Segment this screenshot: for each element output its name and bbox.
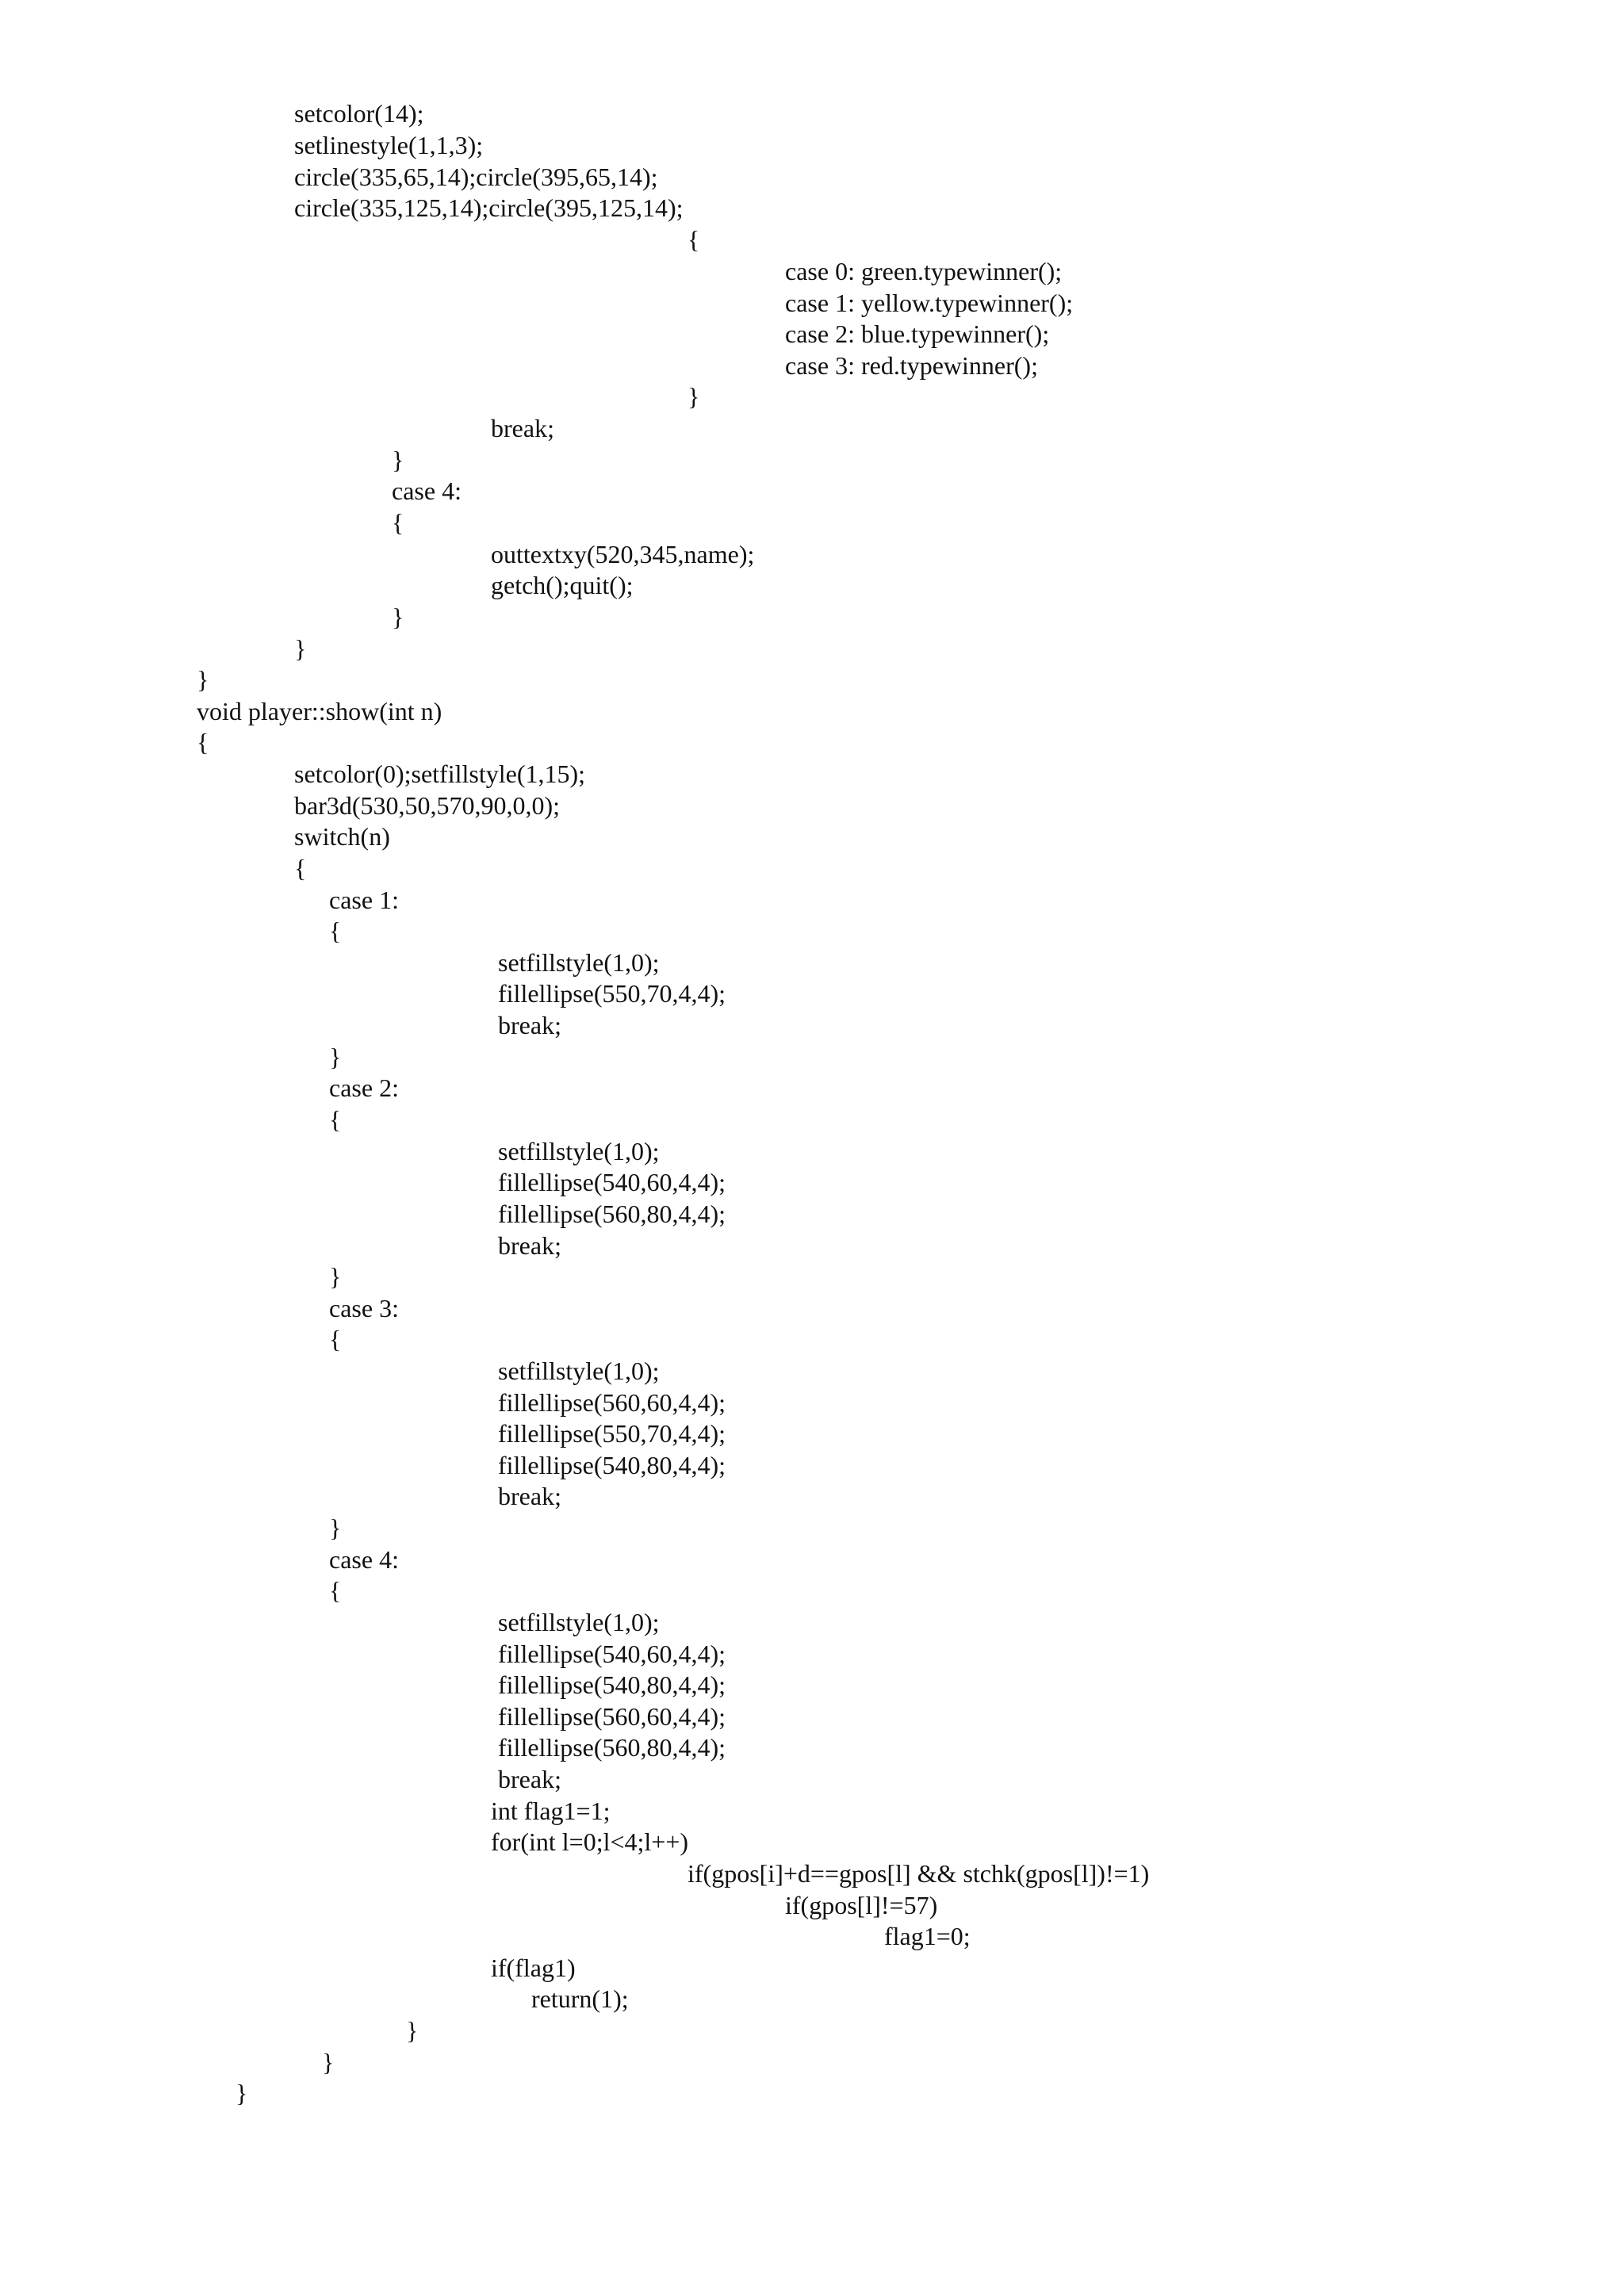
code-line: setfillstyle(1,0); [498, 948, 660, 977]
code-line: } [392, 446, 404, 474]
code-line: fillellipse(540,60,4,4); [498, 1168, 726, 1196]
code-line: fillellipse(550,70,4,4); [498, 979, 726, 1008]
code-line: case 2: [329, 1073, 399, 1102]
code-line: setcolor(0);setfillstyle(1,15); [294, 760, 586, 788]
code-line: fillellipse(550,70,4,4); [498, 1419, 726, 1448]
code-line: if(flag1) [491, 1954, 576, 1982]
code-line: case 1: yellow.typewinner(); [785, 289, 1074, 317]
code-line: { [688, 225, 700, 254]
code-line: void player::show(int n) [197, 697, 442, 725]
code-line: fillellipse(540,80,4,4); [498, 1451, 726, 1479]
code-line: bar3d(530,50,570,90,0,0); [294, 791, 561, 820]
code-line: case 4: [329, 1545, 399, 1574]
code-line: fillellipse(540,80,4,4); [498, 1670, 726, 1699]
code-line: case 2: blue.typewinner(); [785, 320, 1050, 348]
code-line: for(int l=0;l<4;l++) [491, 1827, 689, 1856]
code-line: } [329, 1262, 342, 1291]
code-line: break; [498, 1231, 561, 1260]
code-line: } [294, 634, 307, 663]
code-line: { [329, 1325, 342, 1353]
code-line: setfillstyle(1,0); [498, 1137, 660, 1165]
code-line: { [329, 916, 342, 945]
code-line: fillellipse(560,80,4,4); [498, 1200, 726, 1228]
code-line: fillellipse(560,60,4,4); [498, 1702, 726, 1731]
code-line: case 1: [329, 886, 399, 914]
code-line: setfillstyle(1,0); [498, 1608, 660, 1636]
code-line: } [392, 603, 404, 631]
code-line: switch(n) [294, 822, 390, 851]
code-line: { [329, 1105, 342, 1134]
code-line: break; [498, 1482, 561, 1510]
code-line: } [329, 1043, 342, 1071]
code-line: setlinestyle(1,1,3); [294, 131, 484, 159]
code-line: break; [491, 414, 554, 442]
code-line: { [392, 508, 404, 537]
code-line: flag1=0; [884, 1922, 971, 1950]
code-line: case 4: [392, 476, 462, 505]
code-line: case 3: [329, 1294, 399, 1322]
code-line: setcolor(14); [294, 99, 424, 128]
code-line: } [322, 2048, 335, 2076]
code-line: break; [498, 1765, 561, 1793]
code-line: return(1); [531, 1984, 629, 2013]
code-line: fillellipse(560,60,4,4); [498, 1388, 726, 1417]
code-line: } [688, 382, 700, 411]
code-line: fillellipse(540,60,4,4); [498, 1640, 726, 1668]
code-line: { [294, 854, 307, 882]
code-line: } [406, 2016, 419, 2045]
code-line: } [329, 1513, 342, 1542]
code-line: if(gpos[l]!=57) [785, 1891, 938, 1919]
code-line: { [197, 728, 209, 756]
code-line: getch();quit(); [491, 571, 634, 599]
code-line: { [329, 1576, 342, 1605]
code-line: if(gpos[i]+d==gpos[l] && stchk(gpos[l])!=1) [688, 1859, 1150, 1888]
code-line: circle(335,65,14);circle(395,65,14); [294, 163, 658, 191]
code-line: } [236, 2079, 248, 2107]
code-line: fillellipse(560,80,4,4); [498, 1733, 726, 1762]
code-line: case 0: green.typewinner(); [785, 257, 1063, 285]
code-line: int flag1=1; [491, 1797, 611, 1825]
code-line: } [197, 665, 209, 694]
code-line: setfillstyle(1,0); [498, 1357, 660, 1385]
code-line: circle(335,125,14);circle(395,125,14); [294, 193, 684, 222]
code-line: case 3: red.typewinner(); [785, 351, 1038, 380]
code-line: break; [498, 1011, 561, 1039]
code-line: outtextxy(520,345,name); [491, 540, 755, 568]
